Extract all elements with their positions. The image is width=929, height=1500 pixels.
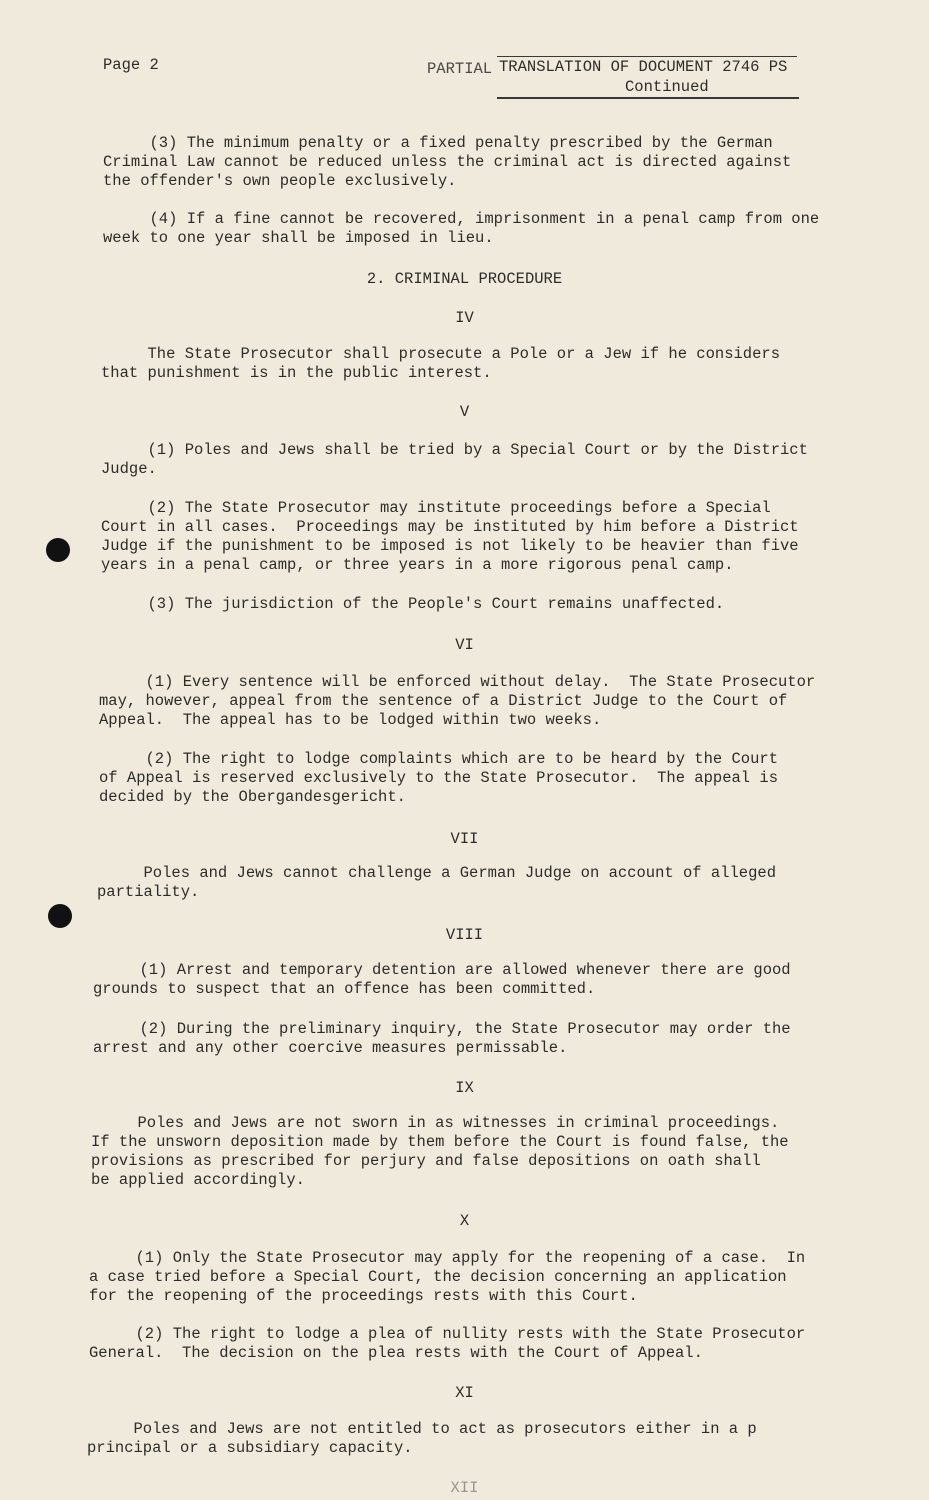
article-ix-heading: IX <box>455 1079 474 1097</box>
article-viii-2: (2) During the preliminary inquiry, the State Prosecutor may order the arrest and any other coercive measures permissable. <box>93 1020 791 1057</box>
title-prefix: PARTIAL <box>427 60 493 78</box>
punch-hole-top <box>46 538 70 562</box>
article-v-2: (2) The State Prosecutor may institute proceedings before a Special Court in all cases. Proceedings may be instituted by him before a District Judge if the punishment to be imposed is not likely to be heavier than five years in a penal camp, or three years in a more rigorous penal camp. <box>101 499 799 574</box>
article-v-3: (3) The jurisdiction of the People's Court remains unaffected. <box>101 595 725 613</box>
page-number: Page 2 <box>103 56 159 74</box>
article-vii-heading: VII <box>450 830 479 848</box>
title-underline <box>497 97 799 99</box>
article-iv-heading: IV <box>455 309 474 327</box>
article-v-1: (1) Poles and Jews shall be tried by a Special Court or by the District Judge. <box>101 441 808 478</box>
punch-hole-bottom <box>48 904 72 928</box>
article-iv-text: The State Prosecutor shall prosecute a Pole or a Jew if he considers that punishment is in the public interest. <box>101 345 781 382</box>
continued-label: Continued <box>625 78 709 96</box>
article-vi-1: (1) Every sentence will be enforced without delay. The State Prosecutor may, however, appeal from the sentence of a District Judge to the Court of Appeal. The appeal has to be lodged within two weeks. <box>99 673 816 729</box>
article-viii-1: (1) Arrest and temporary detention are allowed whenever there are good grounds to suspect that an offence has been committed. <box>93 961 791 998</box>
article-vii-text: Poles and Jews cannot challenge a German Judge on account of alleged partiality. <box>97 864 777 901</box>
article-x-1: (1) Only the State Prosecutor may apply for the reopening of a case. In a case tried before a Special Court, the decision concerning an application for the reopening of the proceedings rests with this Court. <box>89 1249 806 1305</box>
article-x-2: (2) The right to lodge a plea of nullity rests with the State Prosecutor General. The decision on the plea rests with the Court of Appeal. <box>89 1325 806 1362</box>
article-ix-text: Poles and Jews are not sworn in as witnesses in criminal proceedings. If the unsworn deposition made by them before the Court is found false, the provisions as prescribed for perjury and false depositions on oath shall be applied accordingly. <box>91 1114 789 1189</box>
article-xi-text: Poles and Jews are not entitled to act as prosecutors either in a p principal or a subsidiary capacity. <box>87 1420 757 1457</box>
article-vi-2: (2) The right to lodge complaints which are to be heard by the Court of Appeal is reserved exclusively to the State Prosecutor. The appeal is decided by the Obergandesgericht. <box>99 750 779 806</box>
paragraph-3: (3) The minimum penalty or a fixed penalty prescribed by the German Criminal Law cannot be reduced unless the criminal act is directed against the offender's own people exclusively. <box>103 134 792 190</box>
article-xi-heading: XI <box>455 1384 474 1402</box>
article-v-heading: V <box>459 403 470 421</box>
article-vi-heading: VI <box>455 636 474 654</box>
article-xii-heading: XII <box>450 1479 479 1497</box>
document-title: TRANSLATION OF DOCUMENT 2746 PS <box>499 58 788 76</box>
article-viii-heading: VIII <box>445 926 484 944</box>
title-top-rule <box>497 56 797 57</box>
article-x-heading: X <box>459 1212 470 1230</box>
paragraph-4: (4) If a fine cannot be recovered, imprisonment in a penal camp from one week to one year shall be imposed in lieu. <box>103 210 820 247</box>
section-heading: 2. CRIMINAL PROCEDURE <box>366 270 563 288</box>
